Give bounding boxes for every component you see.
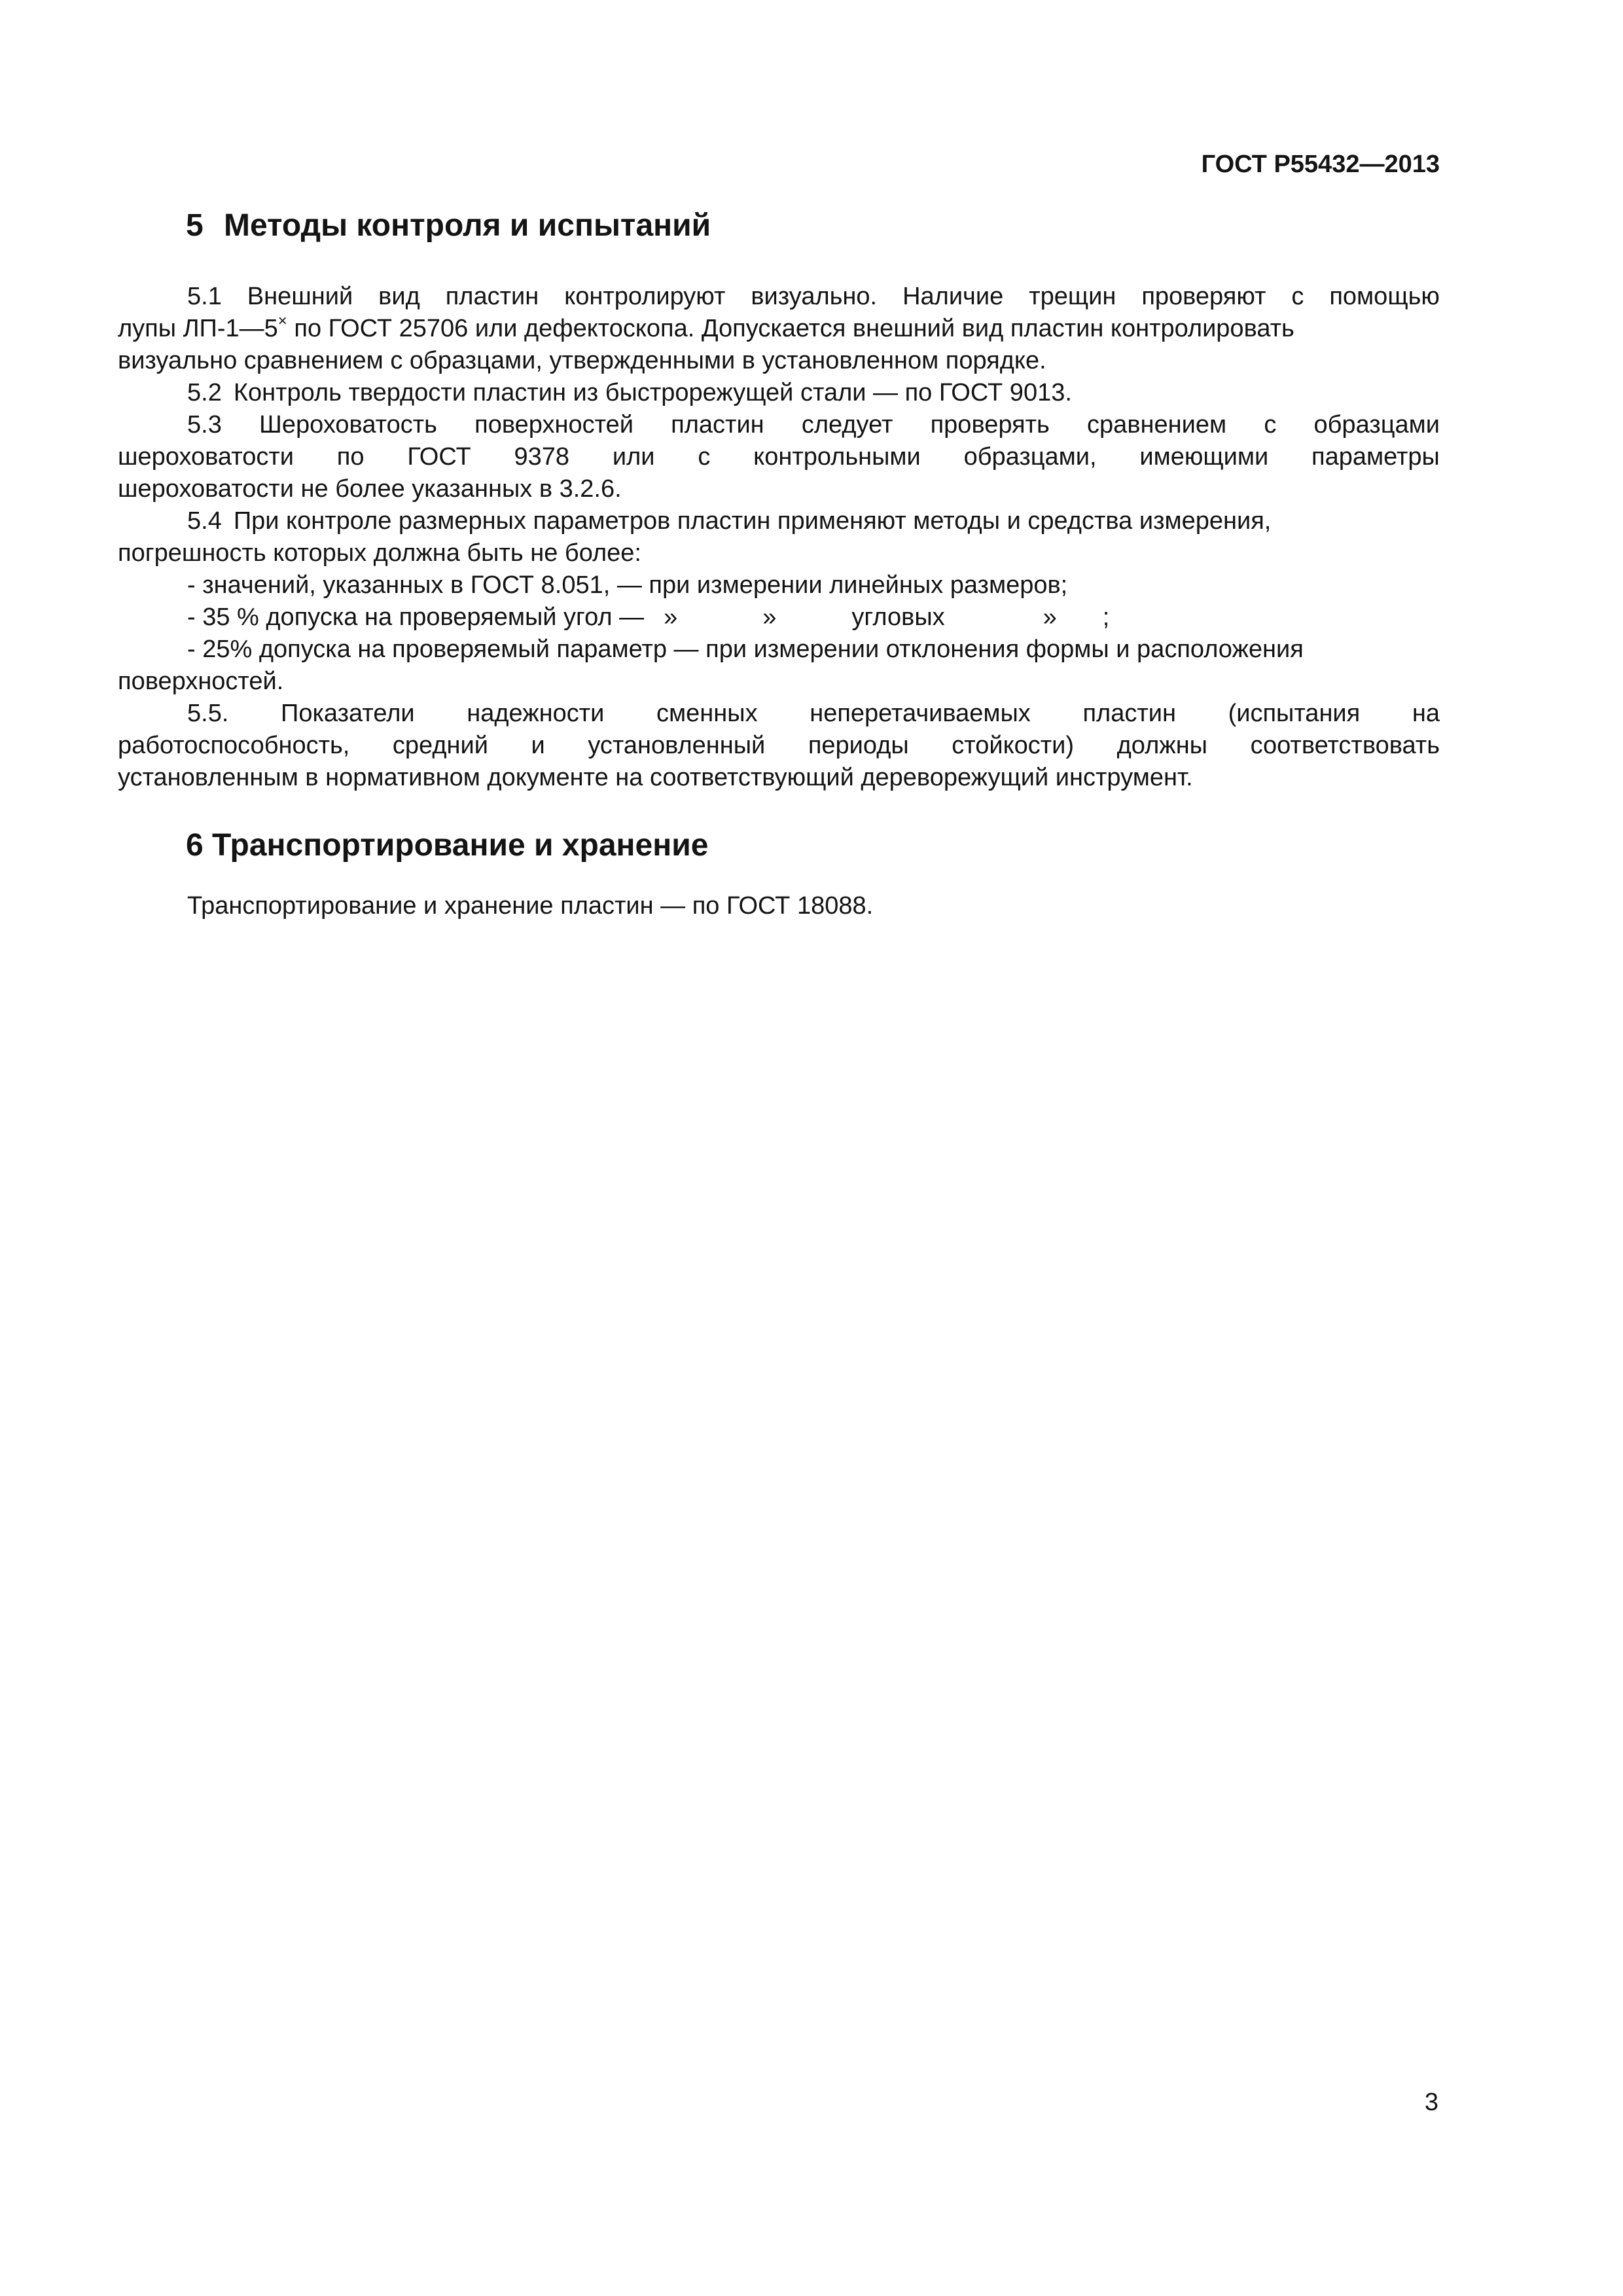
word: Шероховатость xyxy=(259,410,437,439)
word: 9378 xyxy=(514,442,570,471)
word: пластин xyxy=(671,410,764,439)
para-5-1-line-2 xyxy=(118,313,1440,345)
ditto-mark: » xyxy=(1043,603,1057,631)
section-6-number: 6 xyxy=(186,827,204,863)
para-text: При контроле размерных параметров пластин применяют методы и средства измерения, xyxy=(233,507,1272,535)
word: шероховатости xyxy=(118,442,294,471)
section-5-heading xyxy=(118,207,1440,245)
word: визуально. xyxy=(751,282,878,310)
word: установленный xyxy=(588,731,766,759)
word: помощью xyxy=(1329,282,1440,310)
word: параметры xyxy=(1311,442,1440,471)
word: пластин xyxy=(445,282,539,310)
list-item-text: - 35 % допуска на проверяемый угол — xyxy=(187,603,645,631)
word: с xyxy=(1291,282,1304,310)
word: имеющими xyxy=(1139,442,1269,471)
para-5-3-line-1 xyxy=(118,409,1440,441)
text-span: лупы ЛП-1—5 xyxy=(118,314,278,342)
word: соответствовать xyxy=(1250,731,1440,759)
list-item xyxy=(118,601,1440,634)
word: (испытания xyxy=(1228,699,1361,727)
text-span: по ГОСТ 25706 или дефектоскопа. Допускается внешний вид пластин контролировать xyxy=(287,314,1294,342)
word: следует xyxy=(801,410,893,439)
list-item-text: угловых xyxy=(851,603,945,631)
word: средний xyxy=(392,731,488,759)
list-item: - значений, указанных в ГОСТ 8.051, — при измерении линейных размеров; xyxy=(187,571,1068,599)
word: образцами, xyxy=(963,442,1097,471)
section-6-heading xyxy=(118,827,1440,865)
list-item-text: ; xyxy=(1102,603,1110,631)
word: на xyxy=(1412,699,1440,727)
word: работоспособность, xyxy=(118,731,350,759)
para-number: 5.5. xyxy=(187,699,229,727)
section-5-body xyxy=(118,281,1440,794)
word: контролируют xyxy=(564,282,726,310)
word: проверять xyxy=(930,410,1050,439)
para-number: 5.2 xyxy=(187,378,222,406)
para-5-2 xyxy=(118,377,1440,409)
para-5-3-line-3: шероховатости не более указанных в 3.2.6. xyxy=(118,475,622,503)
para-number: 5.4 xyxy=(187,507,222,535)
word: надежности xyxy=(467,699,605,727)
ditto-mark: » xyxy=(762,603,777,631)
word: с xyxy=(1264,410,1277,439)
word: с xyxy=(698,442,711,471)
word: проверяют xyxy=(1141,282,1266,310)
word: контрольными xyxy=(753,442,921,471)
word: периоды xyxy=(808,731,909,759)
word: Внешний xyxy=(247,282,353,310)
para-5-5-line-1 xyxy=(118,698,1440,730)
section-5-number: 5 xyxy=(186,208,204,243)
superscript-mark: × xyxy=(277,312,287,330)
para-number: 5.3 xyxy=(187,410,222,439)
para-text: Контроль твердости пластин из быстрорежущей стали — по ГОСТ 9013. xyxy=(233,378,1072,406)
para-5-5-line-2 xyxy=(118,730,1440,762)
word: и xyxy=(531,731,545,759)
word: или xyxy=(612,442,655,471)
section-5-title: Методы контроля и испытаний xyxy=(224,208,711,243)
para-5-3-line-2 xyxy=(118,441,1440,473)
word: стойкости) xyxy=(952,731,1075,759)
word: по xyxy=(336,442,365,471)
word: сравнением xyxy=(1087,410,1227,439)
word: вид xyxy=(378,282,420,310)
word: трещин xyxy=(1029,282,1116,310)
word: должны xyxy=(1116,731,1207,759)
word: образцами xyxy=(1313,410,1440,439)
ditto-mark: » xyxy=(664,603,678,631)
word: ГОСТ xyxy=(407,442,471,471)
document-designation: ГОСТ Р55432—2013 xyxy=(1201,151,1440,178)
list-item-continuation: поверхностей. xyxy=(118,667,284,695)
word: сменных xyxy=(656,699,758,727)
section-6-body xyxy=(118,890,1440,922)
para-5-4-line-1 xyxy=(118,505,1440,537)
word: неперетачиваемых xyxy=(810,699,1031,727)
para-5-5-line-3: установленным в нормативном документе на соответствующий дереворежущий инструмент. xyxy=(118,763,1193,791)
page-content xyxy=(118,196,1440,922)
word: пластин xyxy=(1082,699,1176,727)
page-number: 3 xyxy=(1424,2089,1438,2116)
para-number: 5.1 xyxy=(187,282,222,310)
word: Показатели xyxy=(281,699,415,727)
word: поверхностей xyxy=(474,410,633,439)
para-5-4-line-2: погрешность которых должна быть не более: xyxy=(118,539,641,567)
para-5-1-line-1 xyxy=(118,281,1440,313)
section-6-text: Транспортирование и хранение пластин — по ГОСТ 18088. xyxy=(187,892,874,920)
word: Наличие xyxy=(902,282,1004,310)
para-5-1-line-3: визуально сравнением с образцами, утвержденными в установленном порядке. xyxy=(118,346,1046,374)
list-item: - 25% допуска на проверяемый параметр — при измерении отклонения формы и расположения xyxy=(187,635,1304,663)
section-6-title: Транспортирование и хранение xyxy=(212,827,709,863)
